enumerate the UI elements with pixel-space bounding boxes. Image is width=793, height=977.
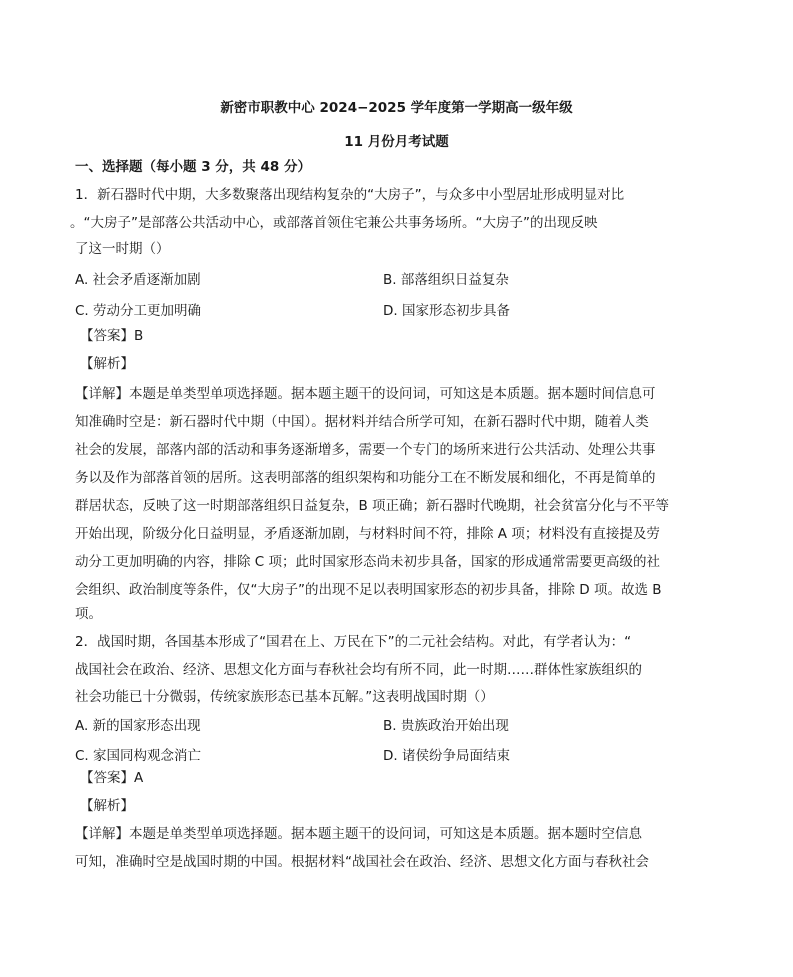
q2-option-d: D. 诸侯纷争局面结束 bbox=[383, 748, 510, 764]
q1-option-b: B. 部落组织日益复杂 bbox=[383, 272, 509, 288]
q2-stem-line-3: 社会功能已十分微弱，传统家族形态已基本瓦解。”这表明战国时期（） bbox=[75, 689, 494, 705]
q1-stem-line-3: 了这一时期（） bbox=[75, 241, 170, 257]
q1-analysis-label: 【解析】 bbox=[80, 356, 134, 372]
document-subtitle: 11 月份月考试题 bbox=[344, 134, 449, 150]
q2-option-a: A. 新的国家形态出现 bbox=[75, 718, 201, 734]
q1-option-c: C. 劳动分工更加明确 bbox=[75, 303, 202, 319]
q1-detail-line-6: 开始出现，阶级分化日益明显，矛盾逐渐加剧，与材料时间不符，排除 A 项；材料没有直接提及劳 bbox=[75, 526, 660, 542]
q2-answer: 【答案】A bbox=[80, 770, 144, 786]
q1-detail-line-5: 群居状态，反映了这一时期部落组织日益复杂，B 项正确；新石器时代晚期，社会贫富分化与不平等 bbox=[75, 498, 670, 514]
document-title: 新密市职教中心 2024−2025 学年度第一学期高一级年级 bbox=[220, 100, 573, 116]
q1-option-a: A. 社会矛盾逐渐加剧 bbox=[75, 272, 201, 288]
q1-detail-line-2: 知准确时空是：新石器时代中期（中国）。据材料并结合所学可知，在新石器时代中期，随着人类 bbox=[75, 414, 649, 430]
q2-option-b: B. 贵族政治开始出现 bbox=[383, 718, 509, 734]
q1-option-d: D. 国家形态初步具备 bbox=[383, 303, 510, 319]
q1-detail-line-9: 项。 bbox=[75, 606, 102, 622]
q2-analysis-label: 【解析】 bbox=[80, 798, 134, 814]
q2-stem-line-1: 2．战国时期，各国基本形成了“国君在上、万民在下”的二元社会结构。对此，有学者认为：“ bbox=[75, 634, 632, 650]
q1-detail-line-4: 务以及作为部落首领的居所。这表明部落的组织架构和功能分工在不断发展和细化，不再是简单的 bbox=[75, 470, 656, 486]
q2-detail-line-2: 可知，准确时空是战国时期的中国。根据材料“战国社会在政治、经济、思想文化方面与春秋社会 bbox=[75, 854, 649, 870]
q1-detail-line-3: 社会的发展，部落内部的活动和事务逐渐增多，需要一个专门的场所来进行公共活动、处理公共事 bbox=[75, 442, 656, 458]
q1-detail-line-8: 会组织、政治制度等条件，仅“大房子”的出现不足以表明国家形态的初步具备，排除 D 项。故选 B bbox=[75, 582, 662, 598]
q1-detail-line-1: 【详解】本题是单类型单项选择题。据本题主题干的设问词，可知这是本质题。据本题时间信息可 bbox=[75, 386, 656, 402]
q2-detail-line-1: 【详解】本题是单类型单项选择题。据本题主题干的设问词，可知这是本质题。据本题时空信息 bbox=[75, 826, 642, 842]
section-heading: 一、选择题（每小题 3 分，共 48 分） bbox=[75, 159, 311, 175]
q2-stem-line-2: 战国社会在政治、经济、思想文化方面与春秋社会均有所不同，此一时期……群体性家族组织的 bbox=[75, 662, 642, 678]
q1-stem-line-1: 1．新石器时代中期，大多数聚落出现结构复杂的“大房子”，与众多中小型居址形成明显对比 bbox=[75, 187, 625, 203]
q1-answer: 【答案】B bbox=[80, 328, 144, 344]
q2-option-c: C. 家国同构观念消亡 bbox=[75, 748, 202, 764]
q1-detail-line-7: 动分工更加明确的内容，排除 C 项；此时国家形态尚未初步具备，国家的形成通常需要更高级的社 bbox=[75, 554, 661, 570]
q1-stem-line-2: 。“大房子”是部落公共活动中心，或部落首领住宅兼公共事务场所。“大房子”的出现反映 bbox=[70, 215, 598, 231]
